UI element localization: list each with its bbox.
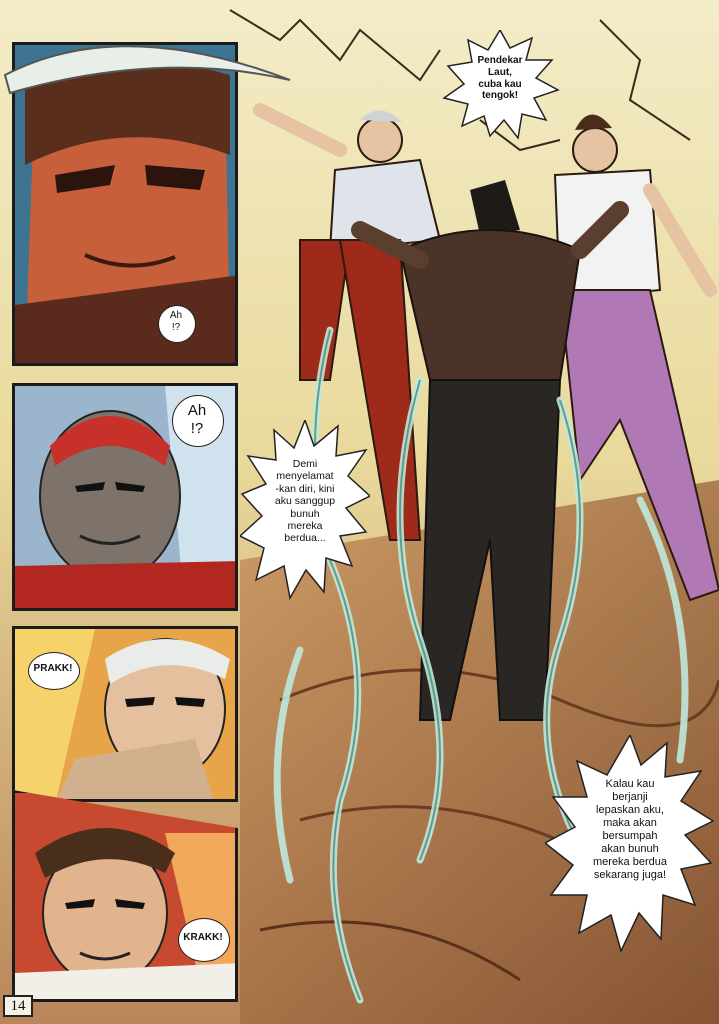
ah-2-text: Ah !? bbox=[187, 402, 207, 437]
page-number: 14 bbox=[3, 995, 33, 1017]
demi-text: Demi menyelamat -kan diri, kini aku sanggup bunuh mereka berdua... bbox=[274, 458, 336, 545]
kalau-text: Kalau kau berjanji lepaskan aku, maka akan bersumpah akan bunuh mereka berdua sekarang juga! bbox=[593, 778, 667, 881]
sfx-krakk: KRAKK! bbox=[183, 932, 223, 943]
ah-1-text: Ah !? bbox=[169, 310, 183, 333]
pendekar-text: Pendekar Laut, cuba kau tengok! bbox=[477, 55, 523, 102]
sword-blade bbox=[0, 25, 300, 115]
sfx-prakk: PRAKK! bbox=[33, 663, 73, 674]
